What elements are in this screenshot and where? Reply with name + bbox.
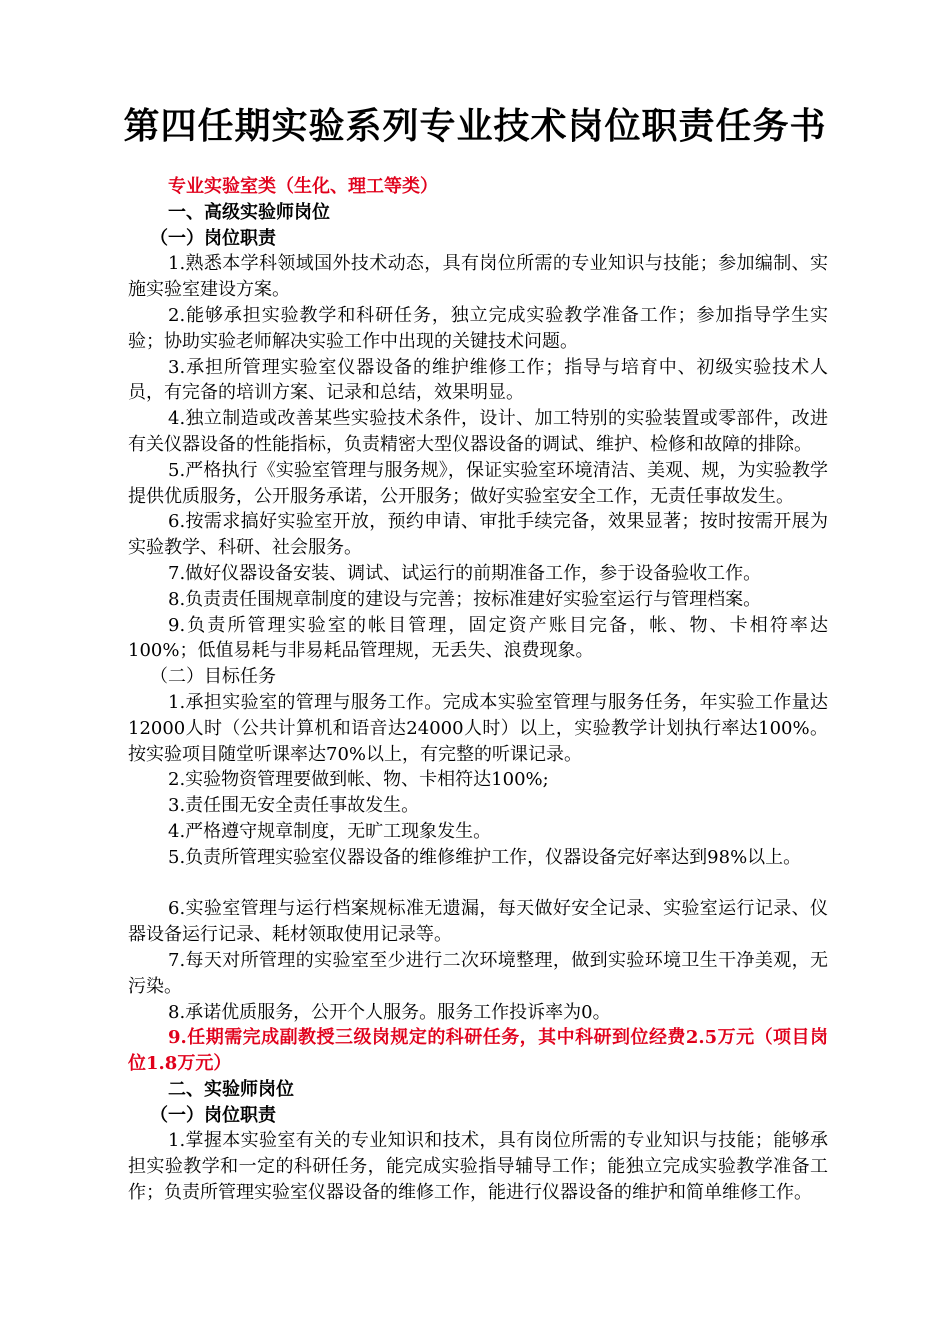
document-body (128, 174, 828, 1206)
target-item: 5.负责所管理实验室仪器设备的维修维护工作，仪器设备完好率达到98%以上。 (168, 846, 802, 868)
research-target: 9.任期需完成副教授三级岗规定的科研任务，其中科研到位经费2.5万元（项目岗位1.8万元） (128, 1027, 828, 1075)
section1-targets-heading: （二）目标任务 (150, 666, 276, 688)
target-item: 2.实验物资管理要做到帐、物、卡相符达100%; (168, 769, 549, 791)
duty-item: 1.掌握本实验室有关的专业知识和技术，具有岗位所需的专业知识与技能；能够承担实验教学和一定的科研任务，能完成实验指导辅导工作；能独立完成实验教学准备工作；负责所管理实验室仪器设备的维修工作，能进行仪器设备的维护和简单维修工作。 (128, 1130, 828, 1204)
target-item: 1.承担实验室的管理与服务工作。完成本实验室管理与服务任务，年实验工作量达12000人时（公共计算机和语音达24000人时）以上，实验教学计划执行率达100%。按实验项目随堂听课率达70%以上，有完整的听课记录。 (128, 691, 828, 765)
target-item: 6.实验室管理与运行档案规标准无遗漏，每天做好安全记录、实验室运行记录、仪器设备运行记录、耗材领取使用记录等。 (128, 898, 828, 946)
duty-item: 8.负责责任围规章制度的建设与完善；按标准建好实验室运行与管理档案。 (168, 588, 762, 610)
document-title: 第四任期实验系列专业技术岗位职责任务书 (123, 105, 827, 147)
section1-heading: 一、高级实验师岗位 (168, 201, 330, 223)
target-item: 3.责任围无安全责任事故发生。 (168, 795, 420, 817)
section1-duties-heading: （一）岗位职责 (150, 227, 276, 249)
target-item: 7.每天对所管理的实验室至少进行二次环境整理，做到实验环境卫生干净美观，无污染。 (128, 949, 828, 997)
category-heading: 专业实验室类（生化、理工等类） (168, 176, 438, 197)
blank-line (128, 871, 828, 897)
duty-item: 9.负责所管理实验室的帐目管理，固定资产账目完备，帐、物、卡相符率达100%；低值易耗与非易耗品管理规，无丢失、浪费现象。 (128, 614, 828, 662)
duty-item: 2.能够承担实验教学和科研任务，独立完成实验教学准备工作；参加指导学生实验；协助实验老师解决实验工作中出现的关键技术问题。 (128, 304, 828, 352)
section2-duties-heading: （一）岗位职责 (150, 1104, 276, 1126)
duty-item: 6.按需求搞好实验室开放，预约申请、审批手续完备，效果显著；按时按需开展为实验教学、科研、社会服务。 (128, 511, 828, 559)
section2-heading: 二、实验师岗位 (168, 1078, 294, 1100)
target-item: 4.严格遵守规章制度，无旷工现象发生。 (168, 820, 492, 842)
duty-item: 7.做好仪器设备安装、调试、试运行的前期准备工作，参于设备验收工作。 (168, 562, 762, 584)
duty-item: 5.严格执行《实验室管理与服务规》，保证实验室环境清洁、美观、规，为实验教学提供优质服务，公开服务承诺，公开服务；做好实验室安全工作，无责任事故发生。 (128, 459, 828, 507)
duty-item: 1.熟悉本学科领域国外技术动态，具有岗位所需的专业知识与技能；参加编制、实施实验室建设方案。 (128, 253, 828, 301)
duty-item: 3.承担所管理实验室仪器设备的维护维修工作；指导与培育中、初级实验技术人员，有完备的培训方案、记录和总结，效果明显。 (128, 356, 828, 404)
duty-item: 4.独立制造或改善某些实验技术条件，设计、加工特别的实验装置或零部件，改进有关仪器设备的性能指标，负责精密大型仪器设备的调试、维护、检修和故障的排除。 (128, 408, 828, 455)
target-item: 8.承诺优质服务，公开个人服务。服务工作投诉率为0。 (168, 1001, 611, 1023)
